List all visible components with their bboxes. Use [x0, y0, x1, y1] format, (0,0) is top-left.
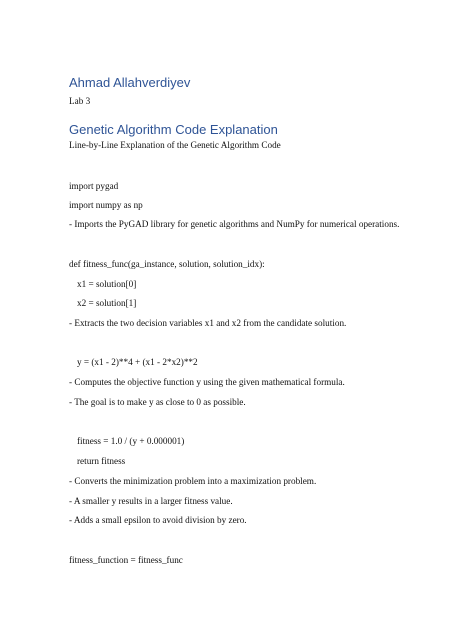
- code-line: y = (x1 - 2)**4 + (x1 - 2*x2)**2: [77, 357, 198, 367]
- code-line: import pygad: [69, 181, 119, 191]
- section-subtitle: Line-by-Line Explanation of the Genetic Algorithm Code: [69, 140, 281, 150]
- explanation-line: - Computes the objective function y using the given mathematical formula.: [69, 377, 345, 387]
- explanation-line: - Extracts the two decision variables x1 and x2 from the candidate solution.: [69, 318, 347, 328]
- section-title: Genetic Algorithm Code Explanation: [69, 122, 278, 137]
- lab-label: Lab 3: [69, 96, 91, 106]
- code-line: x2 = solution[1]: [77, 298, 137, 308]
- code-line: def fitness_func(ga_instance, solution, solution_idx):: [69, 259, 265, 269]
- code-line: return fitness: [77, 456, 126, 466]
- code-line: import numpy as np: [69, 200, 143, 210]
- author-name: Ahmad Allahverdiyev: [69, 75, 191, 90]
- code-line: fitness = 1.0 / (y + 0.000001): [77, 436, 185, 446]
- explanation-line: - Imports the PyGAD library for genetic algorithms and NumPy for numerical operations.: [69, 219, 400, 229]
- code-line: x1 = solution[0]: [77, 279, 137, 289]
- explanation-line: - A smaller y results in a larger fitness value.: [69, 496, 233, 506]
- explanation-line: - Converts the minimization problem into a maximization problem.: [69, 476, 317, 486]
- explanation-line: - The goal is to make y as close to 0 as possible.: [69, 397, 246, 407]
- code-line: fitness_function = fitness_func: [69, 555, 183, 565]
- explanation-line: - Adds a small epsilon to avoid division by zero.: [69, 515, 247, 525]
